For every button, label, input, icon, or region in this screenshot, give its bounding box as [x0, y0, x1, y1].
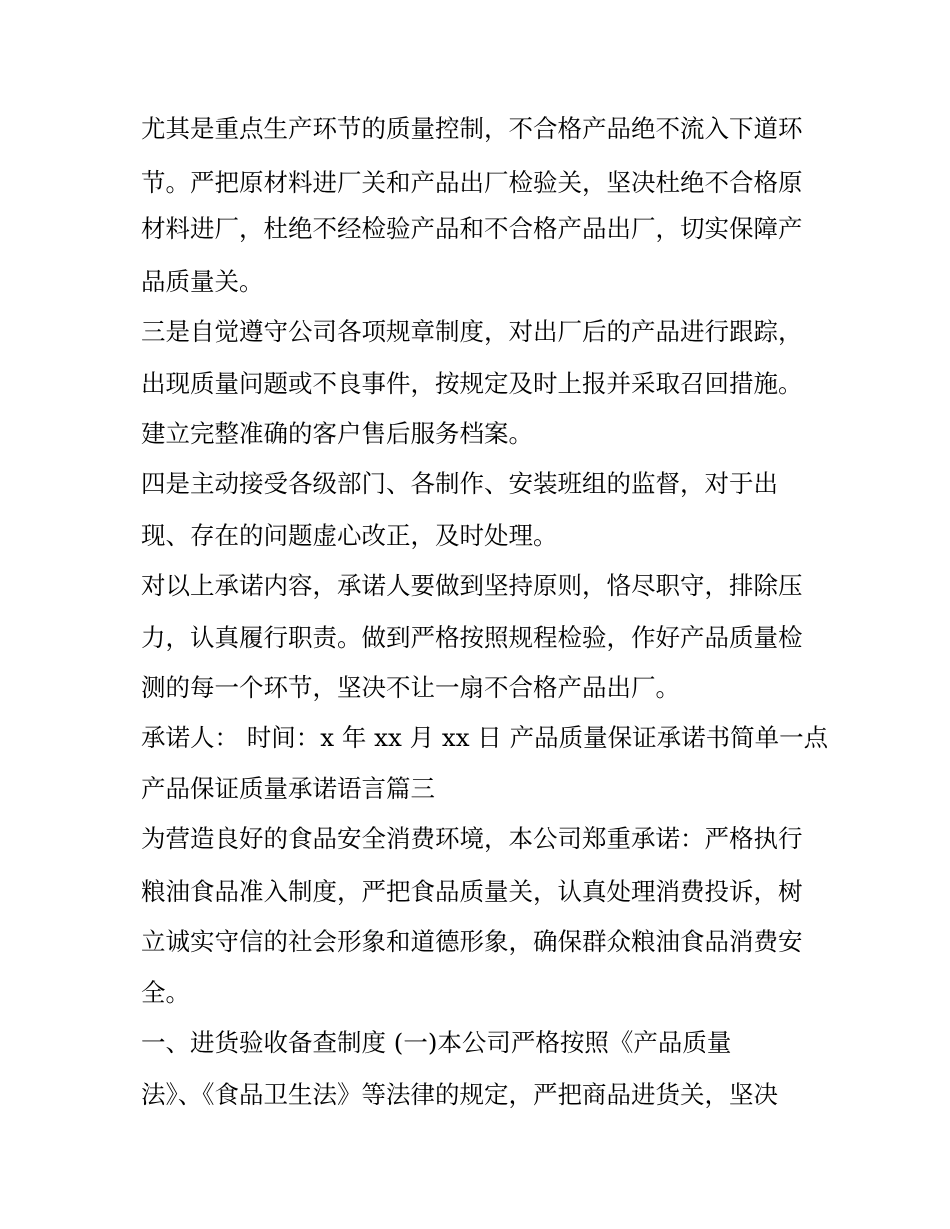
text-line: 承诺人： 时间：x 年 xx 月 xx 日 产品质量保证承诺书简单一点 [141, 723, 829, 752]
text-line: 力，认真履行职责。做到严格按照规程检验，作好产品质量检 [141, 623, 803, 652]
text-line: 粮油食品准入制度，严把食品质量关，认真处理消费投诉，树 [141, 877, 803, 906]
text-line: 出现质量问题或不良事件，按规定及时上报并采取召回措施。 [141, 369, 803, 398]
text-line: 为营造良好的食品安全消费环境，本公司郑重承诺：严格执行 [141, 824, 803, 853]
text-line: 尤其是重点生产环节的质量控制，不合格产品绝不流入下道环 [141, 114, 803, 143]
text-line: 测的每一个环节，坚决不让一扇不合格产品出厂。 [141, 673, 680, 702]
text-line: 产品保证质量承诺语言篇三 [141, 774, 435, 803]
text-line: 一、进货验收备查制度 (一)本公司严格按照《产品质量 [141, 1028, 732, 1057]
text-line: 节。严把原材料进厂关和产品出厂检验关，坚决杜绝不合格原 [141, 168, 803, 197]
text-line: 立诚实守信的社会形象和道德形象，确保群众粮油食品消费安 [141, 927, 803, 956]
text-line: 三是自觉遵守公司各项规章制度，对出厂后的产品进行跟踪， [141, 317, 803, 346]
text-line: 建立完整准确的客户售后服务档案。 [141, 419, 533, 448]
text-line: 全。 [141, 978, 190, 1007]
text-line: 对以上承诺内容，承诺人要做到坚持原则，恪尽职守，排除压 [141, 571, 803, 600]
text-line: 材料进厂，杜绝不经检验产品和不合格产品出厂，切实保障产 [141, 214, 803, 243]
text-line: 品质量关。 [141, 267, 264, 296]
text-line: 现、存在的问题虚心改正，及时处理。 [141, 521, 558, 550]
text-line: 法》、《食品卫生法》等法律的规定，严把商品进货关，坚决 [141, 1080, 778, 1109]
text-line: 四是主动接受各级部门、各制作、安装班组的监督，对于出 [141, 469, 778, 498]
